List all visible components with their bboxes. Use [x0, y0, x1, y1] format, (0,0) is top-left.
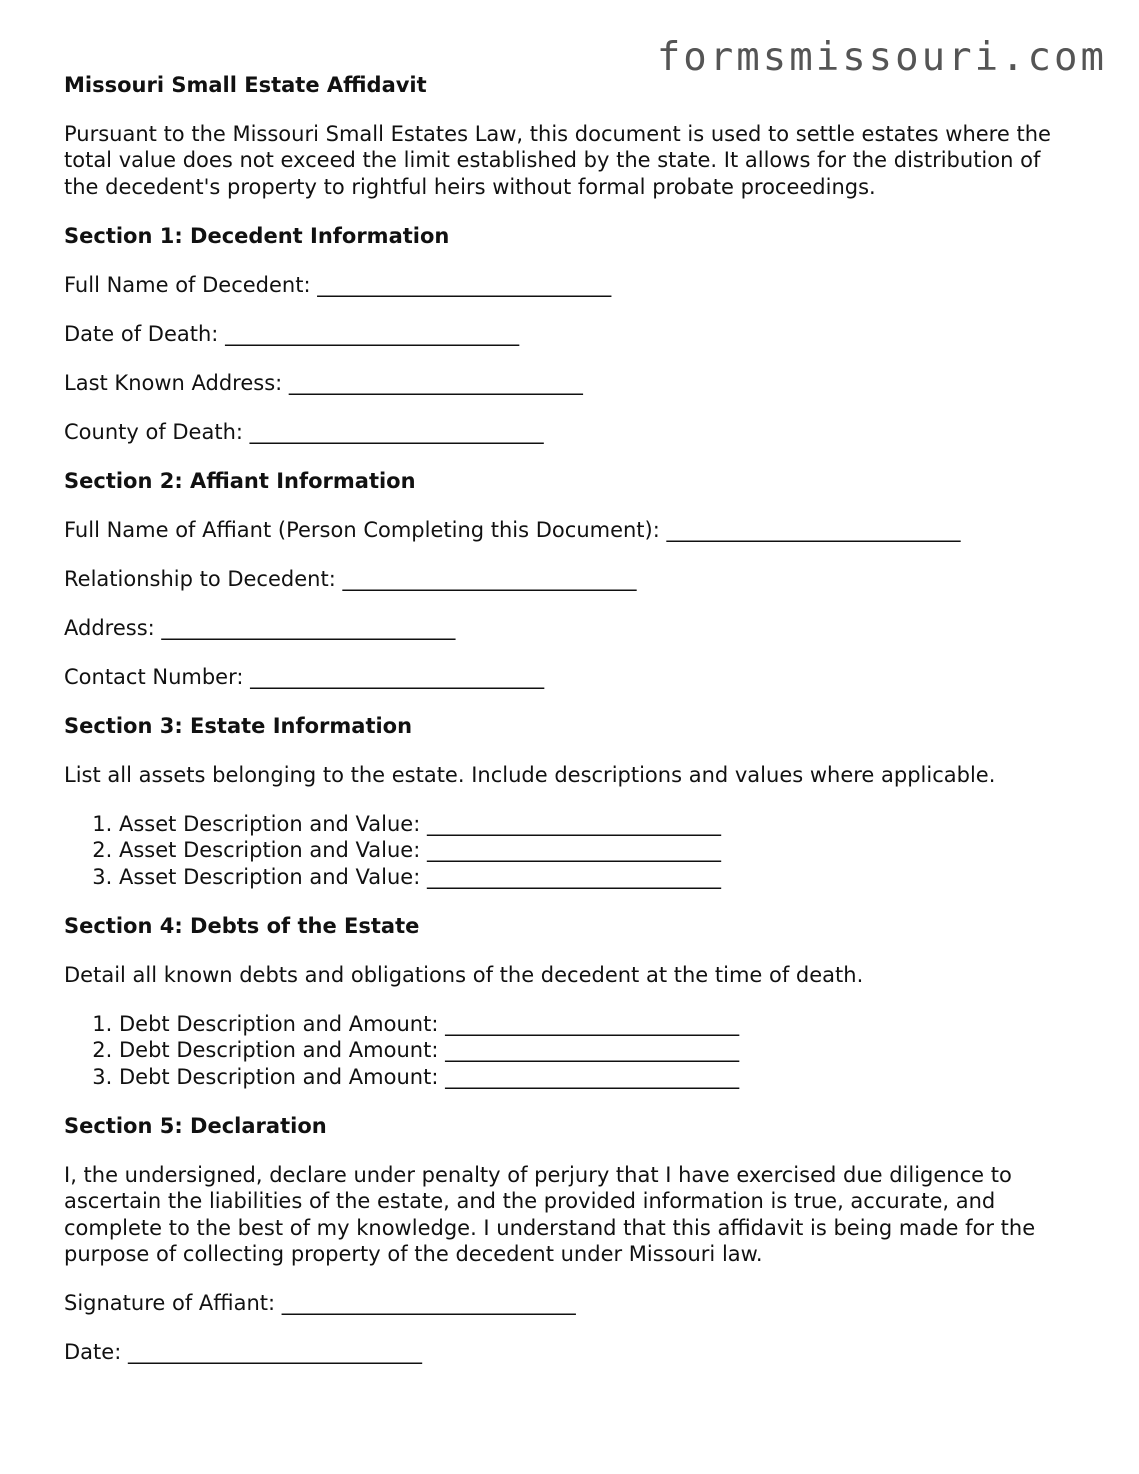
field-label: Full Name of Decedent: [64, 272, 311, 297]
field-label: Asset Description and Value: [119, 811, 421, 836]
section-1-heading: Section 1: Decedent Information [64, 223, 450, 248]
field-blank[interactable]: ____________________________ [426, 811, 721, 836]
field-label: Signature of Affiant: [64, 1291, 276, 1315]
section-3-instructions: List all assets belonging to the estate. Include descriptions and values where applicable. [64, 762, 996, 787]
intro-paragraph: Pursuant to the Missouri Small Estates Law, this document is used to settle estates where the total value does not exceed the limit established by the state. It allows for the distribution of the decedent's property to rightful heirs without formal probate proceedings. [64, 121, 1051, 199]
asset-item[interactable] [119, 864, 1074, 891]
field-blank[interactable]: ____________________________ [250, 664, 545, 689]
field-label: Last Known Address: [64, 370, 283, 395]
field-blank[interactable]: ____________________________ [445, 1038, 740, 1062]
field-blank[interactable]: ____________________________ [426, 864, 721, 889]
field-label: Date of Death: [64, 321, 219, 346]
asset-item[interactable] [119, 811, 1074, 838]
field-label: Relationship to Decedent: [64, 566, 336, 591]
debt-list [64, 1011, 1074, 1091]
section-4-heading: Section 4: Debts of the Estate [64, 913, 420, 938]
debt-item[interactable] [119, 1064, 1074, 1091]
field-blank[interactable]: ____________________________ [249, 419, 544, 444]
debt-item[interactable] [119, 1011, 1074, 1038]
field-label: Debt Description and Amount: [119, 1038, 439, 1062]
field-blank[interactable]: ____________________________ [426, 838, 721, 862]
document-page [64, 72, 1074, 1388]
field-label: Asset Description and Value: [119, 838, 421, 862]
relationship-field[interactable] [64, 566, 1074, 593]
section-2-heading: Section 2: Affiant Information [64, 468, 416, 493]
field-blank[interactable]: ____________________________ [445, 1064, 740, 1089]
field-blank[interactable]: ____________________________ [342, 566, 637, 591]
asset-list [64, 811, 1074, 891]
field-blank[interactable]: ____________________________ [666, 517, 961, 542]
date-of-death-field[interactable] [64, 321, 1074, 348]
field-label: Asset Description and Value: [119, 864, 421, 889]
field-label: Address: [64, 615, 155, 640]
field-label: Date: [64, 1340, 122, 1364]
field-blank[interactable]: ____________________________ [281, 1291, 576, 1315]
field-blank[interactable]: ____________________________ [317, 272, 612, 297]
field-blank[interactable]: ____________________________ [225, 321, 520, 346]
county-of-death-field[interactable] [64, 419, 1074, 446]
field-blank[interactable]: ____________________________ [288, 370, 583, 395]
date-field[interactable] [64, 1339, 1074, 1366]
asset-item[interactable] [119, 837, 1074, 864]
watermark: formsmissouri.com [656, 35, 1107, 80]
field-label: Debt Description and Amount: [119, 1011, 439, 1036]
field-blank[interactable]: ____________________________ [445, 1011, 740, 1036]
field-label: Full Name of Affiant (Person Completing this Document): [64, 517, 660, 542]
contact-number-field[interactable] [64, 664, 1074, 691]
document-title: Missouri Small Estate Affidavit [64, 73, 427, 97]
field-label: County of Death: [64, 419, 243, 444]
last-known-address-field[interactable] [64, 370, 1074, 397]
field-blank[interactable]: ____________________________ [161, 615, 456, 640]
section-3-heading: Section 3: Estate Information [64, 713, 413, 738]
section-4-instructions: Detail all known debts and obligations of the decedent at the time of death. [64, 962, 864, 987]
field-blank[interactable]: ____________________________ [127, 1340, 422, 1364]
affiant-name-field[interactable] [64, 517, 1074, 544]
debt-item[interactable] [119, 1037, 1074, 1064]
section-5-heading: Section 5: Declaration [64, 1113, 327, 1138]
field-label: Debt Description and Amount: [119, 1064, 439, 1089]
decedent-name-field[interactable] [64, 272, 1074, 299]
field-label: Contact Number: [64, 664, 244, 689]
declaration-text: I, the undersigned, declare under penalty of perjury that I have exercised due diligence to ascertain the liabilities of the estate, and the provided information is true, accurate, and complete to the best of my knowledge. I understand that this affidavit is being made for the purpose of collecting property of the decedent under Missouri law. [64, 1162, 1036, 1266]
signature-field[interactable] [64, 1290, 1074, 1317]
affiant-address-field[interactable] [64, 615, 1074, 642]
